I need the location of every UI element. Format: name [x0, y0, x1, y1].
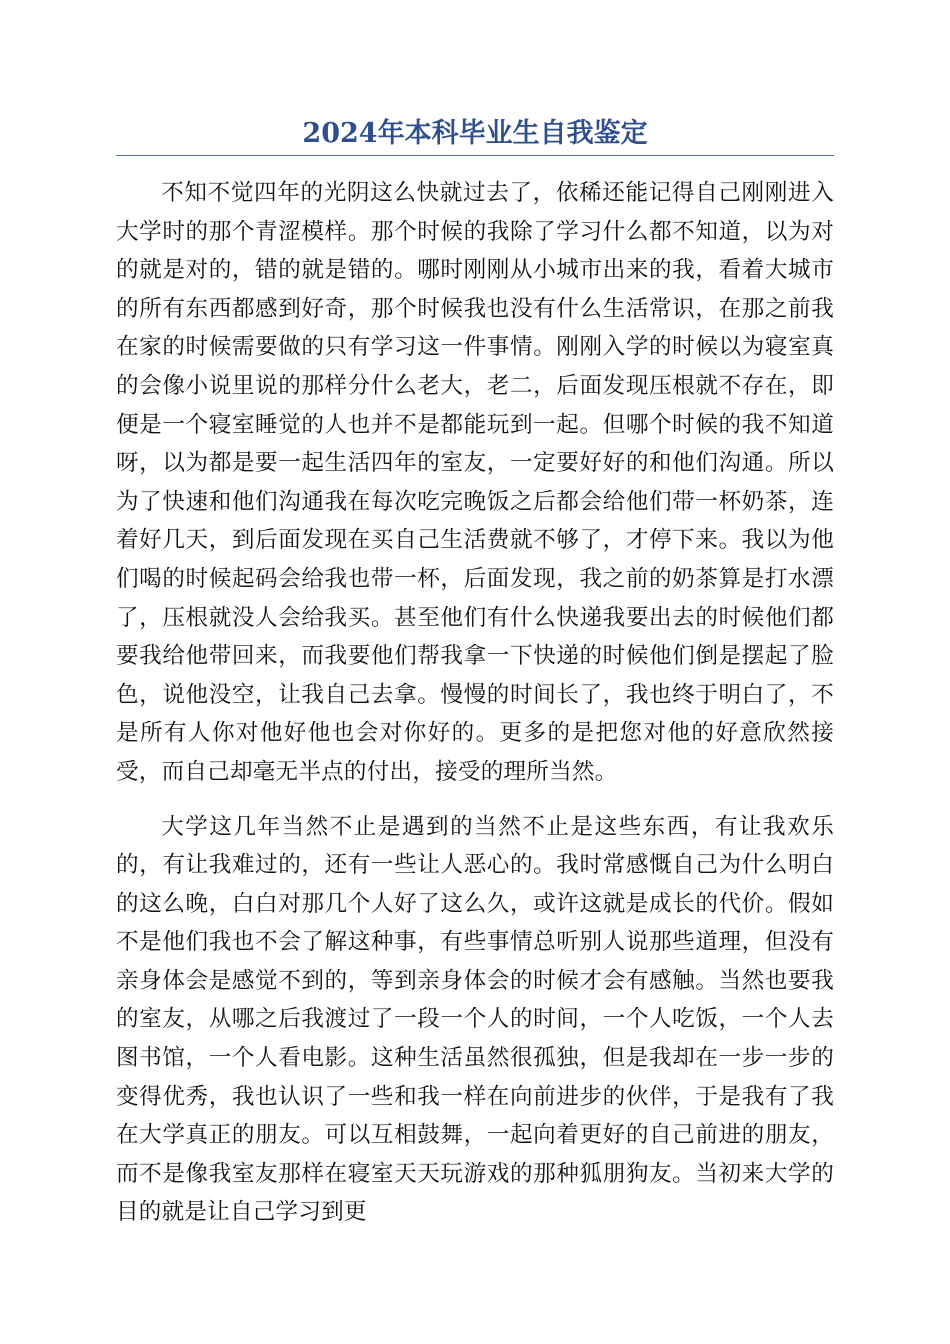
document-body — [116, 174, 834, 1248]
paragraph-2: 大学这几年当然不止是遇到的当然不止是这些东西，有让我欢乐的，有让我难过的，还有一些让人恶心的。我时常感慨自己为什么明白的这么晚，白白对那几个人好了这么久，或许这就是成长的代价。假如不是他们我也不会了解这种事，有些事情总听别人说那些道理，但没有亲身体会是感觉不到的，等到亲身体会的时候才会有感触。当然也要我的室友，从哪之后我渡过了一段一个人的时间，一个人吃饭，一个人去图书馆，一个人看电影。这种生活虽然很孤独，但是我却在一步一步的变得优秀，我也认识了一些和我一样在向前进步的伙伴，于是我有了我在大学真正的朋友。可以互相鼓舞，一起向着更好的自己前进的朋友，而不是像我室友那样在寝室天天玩游戏的那种狐朋狗友。当初来大学的目的就是让自己学习到更 — [116, 813, 834, 1226]
document-title: 2024年本科毕业生自我鉴定 — [302, 118, 648, 149]
title-underline-divider — [116, 155, 834, 156]
paragraph-1: 不知不觉四年的光阴这么快就过去了，依稀还能记得自己刚刚进入大学时的那个青涩模样。那个时候的我除了学习什么都不知道，以为对的就是对的，错的就是错的。哪时刚刚从小城市出来的我，看着大城市的所有东西都感到好奇，那个时候我也没有什么生活常识，在那之前我在家的时候需要做的只有学习这一件事情。刚刚入学的时候以为寝室真的会像小说里说的那样分什么老大，老二，后面发现压根就不存在，即便是一个寝室睡觉的人也并不是都能玩到一起。但哪个时候的我不知道呀，以为都是要一起生活四年的室友，一定要好好的和他们沟通。所以为了快速和他们沟通我在每次吃完晚饭之后都会给他们带一杯奶茶，连着好几天，到后面发现在买自己生活费就不够了，才停下来。我以为他们喝的时候起码会给我也带一杯，后面发现，我之前的奶茶算是打水漂了，压根就没人会给我买。甚至他们有什么快递我要出去的时候他们都要我给他带回来，而我要他们帮我拿一下快递的时候他们倒是摆起了脸色，说他没空，让我自己去拿。慢慢的时间长了，我也终于明白了，不是所有人你对他好他也会对你好的。更多的是把您对他的好意欣然接受，而自己却毫无半点的付出，接受的理所当然。 — [116, 180, 834, 785]
